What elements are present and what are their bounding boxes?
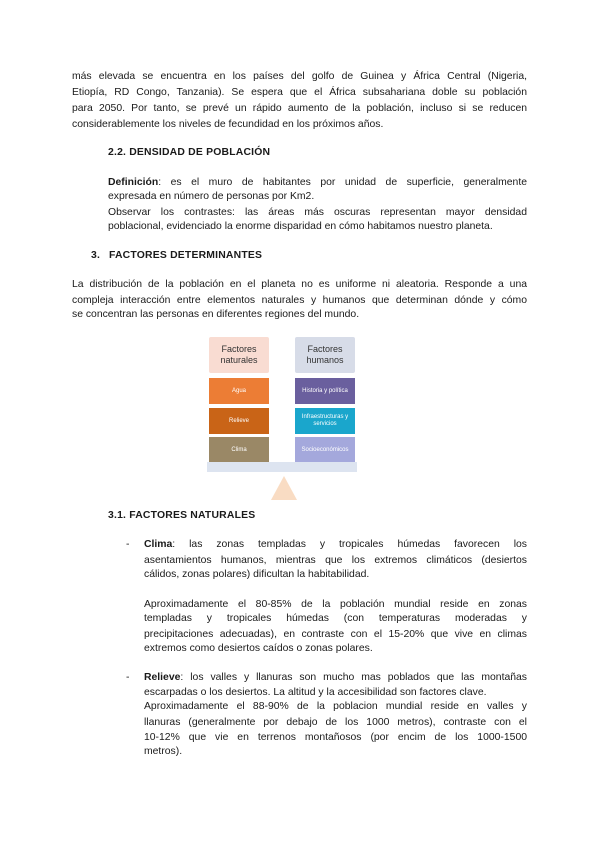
factor-infraestructuras: Infraestructuras y servicios xyxy=(295,408,355,434)
human-factors-header: Factores humanos xyxy=(295,337,355,373)
clima-p2-line-4: extremos como desiertos caídos o zonas polares. xyxy=(144,643,373,654)
relieve-line-1 xyxy=(144,670,527,686)
section-3-line-3: se concentran las personas en diferentes regiones del mundo. xyxy=(72,309,360,320)
clima-line-1 xyxy=(144,537,527,553)
relieve-line-2: escarpadas o los desiertos. La altitud y la accesibilidad son factores clave. xyxy=(144,687,487,698)
relieve-p2-line-1: Aproximadamente el 88-90% de la poblacion mundial reside en valles y xyxy=(144,701,527,712)
contrast-line-1: Observar los contrastes: las áreas más oscuras representan mayor densidad xyxy=(108,207,527,218)
relieve-bullet-dash: - xyxy=(126,672,130,683)
contrast-line-2: poblacional, evidenciado la enorme disparidad en cómo habitamos nuestro planeta. xyxy=(108,221,493,232)
section-3-title: FACTORES DETERMINANTES xyxy=(109,250,263,261)
factors-diagram xyxy=(204,333,364,501)
definition-line-2: expresada en número de personas por Km2. xyxy=(108,191,315,202)
clima-line-3: cálidos, zonas polares) dificultan la habitabilidad. xyxy=(144,569,370,580)
clima-label: Clima xyxy=(144,539,173,550)
intro-line-2: Etiopía, RD Congo, Tanzania). Se espera que el África subsahariana doble su población xyxy=(72,87,527,98)
section-3-1-heading: 3.1. FACTORES NATURALES xyxy=(108,510,256,521)
factor-historia: Historia y política xyxy=(295,378,355,404)
intro-line-4: considerablemente los niveles de fecundidad en los próximos años. xyxy=(72,119,384,130)
intro-line-1: más elevada se encuentra en los países del golfo de Guinea y África Central (Nigeria, xyxy=(72,71,527,82)
relieve-p2-line-4: metros). xyxy=(144,746,183,757)
relieve-text: : los valles y llanuras son mucho mas poblados que las montañas xyxy=(180,672,527,683)
clima-text: : las zonas templadas y tropicales húmedas favorecen los xyxy=(172,539,527,550)
factor-agua: Agua xyxy=(209,378,269,404)
relieve-p2-line-3: 10-12% que vie en terrenos montañosos (por encim de los 1000-1500 xyxy=(144,732,527,743)
natural-factors-header: Factores naturales xyxy=(209,337,269,373)
clima-line-2: asentamientos humanos, mientras que los extremos climáticos (desiertos xyxy=(144,555,527,566)
clima-p2-line-2: templadas y tropicales húmedas (con temperaturas moderadas y xyxy=(144,613,527,624)
intro-line-3: para 2050. Por tanto, se prevé un rápido aumento de la población, incluso si se reducen xyxy=(72,103,527,114)
balance-beam xyxy=(207,462,357,472)
definition-text: : es el muro de habitantes por unidad de superficie, generalmente xyxy=(158,177,527,188)
relieve-label: Relieve xyxy=(144,672,181,683)
factor-socioeconomicos: Socioeconómicos xyxy=(295,437,355,463)
section-2-2-heading: 2.2. DENSIDAD DE POBLACIÓN xyxy=(108,147,271,158)
clima-p2-line-3: precipitaciones adecuadas), en contraste con el 15-20% que vive en climas xyxy=(144,629,527,640)
factor-clima: Clima xyxy=(209,437,269,463)
section-3-heading xyxy=(91,248,262,264)
relieve-p2-line-2: llanuras (generalmente por debajo de los 1000 metros), contraste con el xyxy=(144,717,527,728)
section-3-line-2: compleja interacción entre elementos naturales y humanos que determinan dónde y cómo xyxy=(72,295,527,306)
definition-label: Definición xyxy=(108,177,159,188)
section-3-line-1: La distribución de la población en el planeta no es uniforme ni aleatoria. Responde a una xyxy=(72,279,527,290)
factor-relieve: Relieve xyxy=(209,408,269,434)
balance-fulcrum xyxy=(271,476,297,500)
clima-p2-line-1: Aproximadamente el 80-85% de la población mundial reside en zonas xyxy=(144,599,527,610)
section-3-number: 3. xyxy=(91,250,101,261)
clima-bullet-dash: - xyxy=(126,539,130,550)
